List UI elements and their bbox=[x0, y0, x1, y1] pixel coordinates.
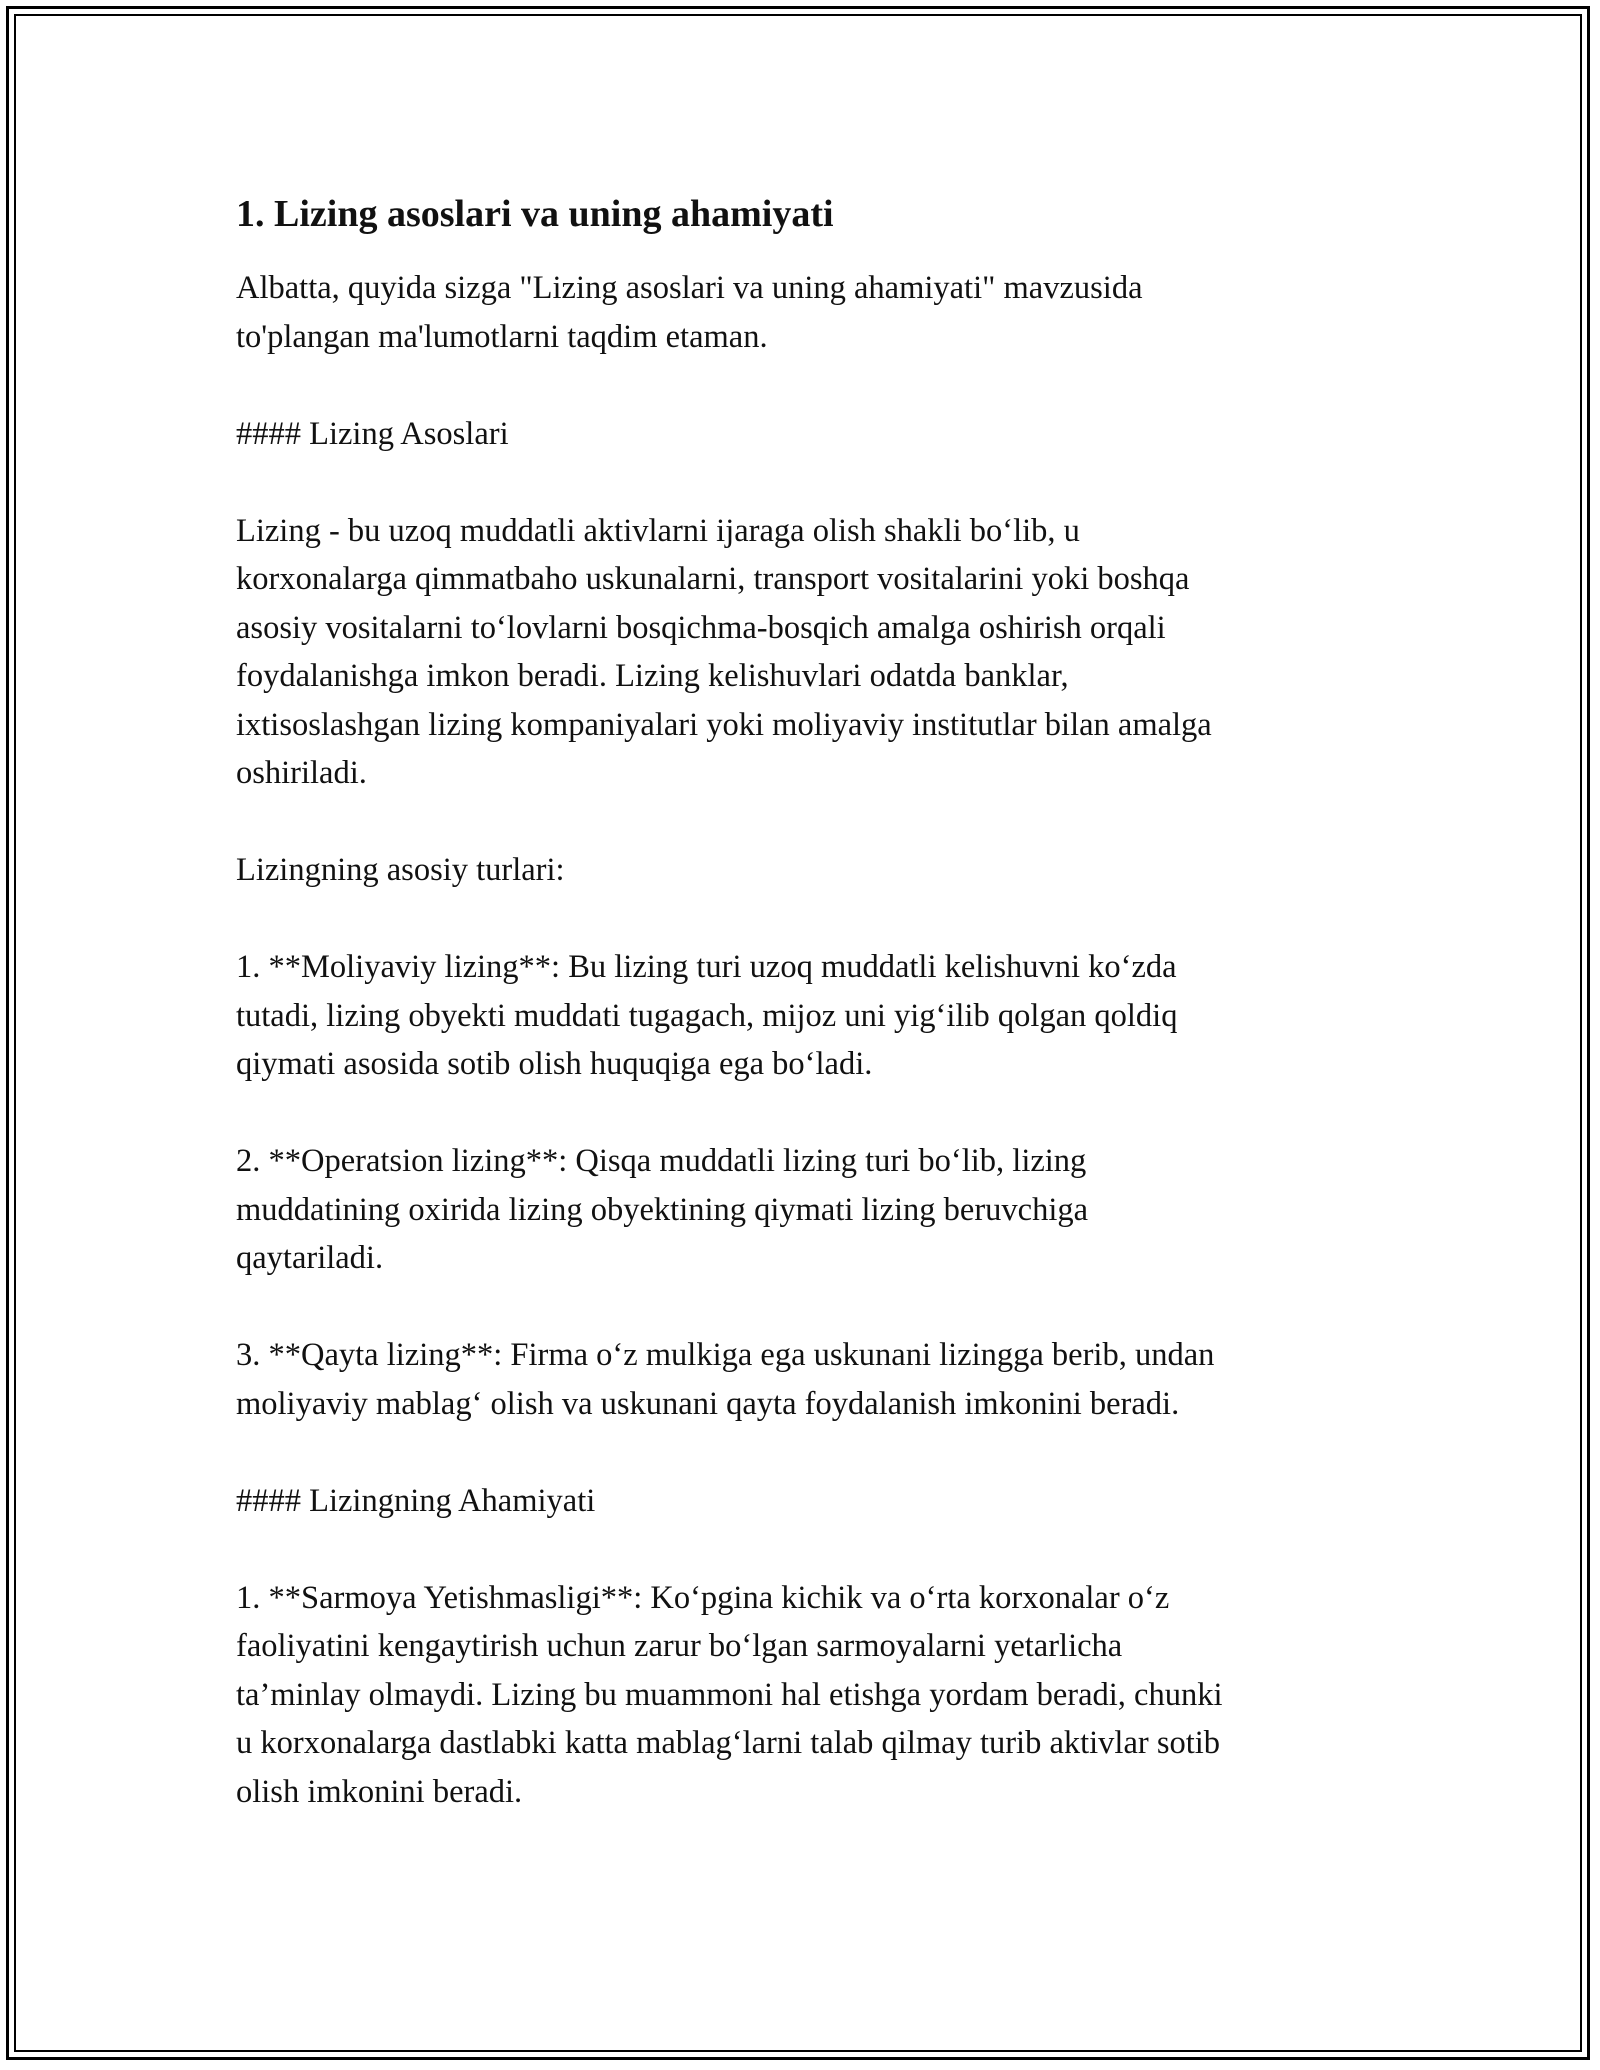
intro-paragraph: Albatta, quyida sizga "Lizing asoslari va uning ahamiyati" mavzusida to'plangan ma'lumotlarni taqdim etaman. bbox=[236, 270, 1143, 355]
list-item-leaseback: 3. **Qayta lizing**: Firma o‘z mulkiga ega uskunani lizingga berib, undan moliyaviy mablag‘ olish va uskunani qayta foydalanish imkonini beradi. bbox=[236, 1337, 1215, 1422]
list-item-operational-leasing: 2. **Operatsion lizing**: Qisqa muddatli lizing turi bo‘lib, lizing muddatining oxirida lizing obyektining qiymati lizing beruvchiga qaytariladi. bbox=[236, 1143, 1089, 1276]
document-body bbox=[236, 190, 1376, 1865]
list-item-financial-leasing: 1. **Moliyaviy lizing**: Bu lizing turi uzoq muddatli kelishuvni ko‘zda tutadi, lizing obyekti muddati tugagach, mijoz uni yig‘ilib qolgan qoldiq qiymati asosida sotib olish huquqiga ega bo‘ladi. bbox=[236, 949, 1178, 1082]
list-item-investment-shortage: 1. **Sarmoya Yetishmasligi**: Ko‘pgina kichik va o‘rta korxonalar o‘z faoliyatini kengaytirish uchun zarur bo‘lgan sarmoyalarni yetarlicha ta’minlay olmaydi. Lizing bu muammoni hal etishga yordam beradi, chunki u korxonalarga dastlabki katta mablag‘larni talab qilmay turib aktivlar sotib olish imkonini beradi. bbox=[236, 1579, 1223, 1810]
section-heading-basics: #### Lizing Asoslari bbox=[236, 415, 509, 452]
section-heading-importance: #### Lizingning Ahamiyati bbox=[236, 1482, 596, 1519]
definition-paragraph: Lizing - bu uzoq muddatli aktivlarni ijaraga olish shakli bo‘lib, u korxonalarga qimmatbaho uskunalarni, transport vositalarini yoki boshqa asosiy vositalarni to‘lovlarni bosqichma-bosqich amalga oshirish orqali foydalanishga imkon beradi. Lizing kelishuvlari odatda banklar, ixtisoslashgan lizing kompaniyalari yoki moliyaviy institutlar bilan amalga oshiriladi. bbox=[236, 512, 1212, 791]
document-title: 1. Lizing asoslari va uning ahamiyati bbox=[236, 193, 834, 235]
types-intro: Lizingning asosiy turlari: bbox=[236, 852, 565, 888]
